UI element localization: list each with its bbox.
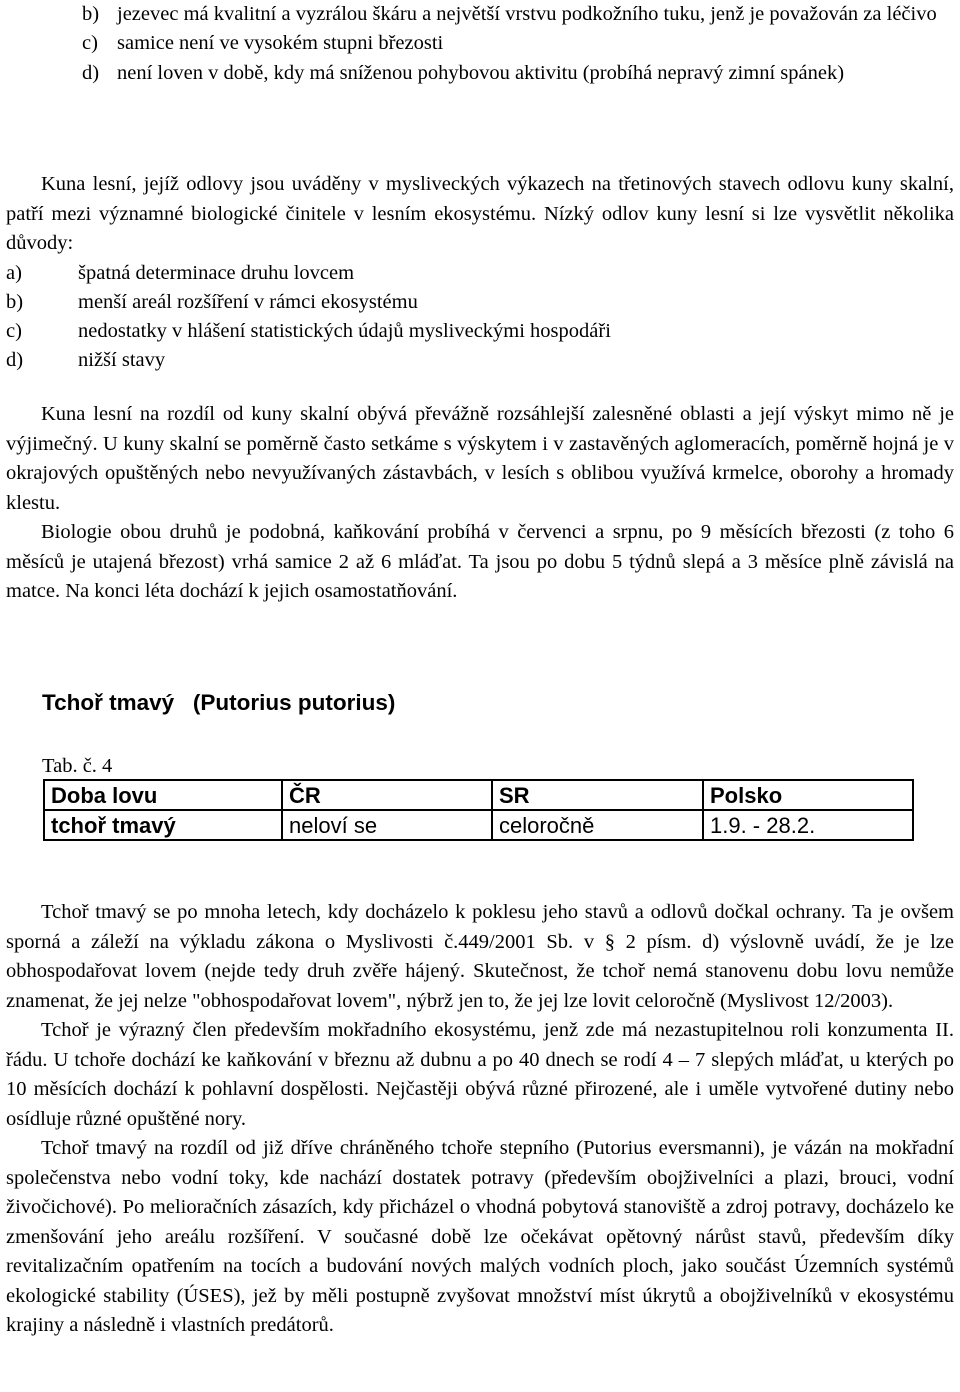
paragraph-text: Kuna lesní, jejíž odlovy jsou uváděny v mysliveckých výkazech na třetinových stavech odlovu kuny skalní, patří mezi významné biologické činitele v lesním ekosystému. Nízký odlov kuny lesní si lze vysvětlit několika důvody: — [6, 173, 954, 254]
table-header-cell: Polsko — [703, 780, 913, 810]
table-caption: Tab. č. 4 — [42, 755, 113, 777]
list-text: nižší stavy — [78, 349, 166, 372]
list-item — [6, 288, 954, 317]
table-cell: celoročně — [492, 810, 703, 840]
table-header-row — [44, 780, 913, 810]
table-header-cell: Doba lovu — [44, 780, 282, 810]
list-item — [6, 346, 954, 375]
list-item — [6, 259, 954, 288]
paragraph-kuna-habitat — [6, 400, 954, 518]
list-item — [6, 317, 954, 346]
kuna-habitat-section — [6, 400, 954, 607]
list-text: jezevec má kvalitní a vyzrálou škáru a největší vrstvu podkožního tuku, jenž je považován za léčivo — [117, 3, 937, 25]
list-text: není loven v době, kdy má sníženou pohybovou aktivitu (probíhá nepravý zimní spánek) — [117, 61, 845, 84]
section-heading: Tchoř tmavý (Putorius putorius) — [42, 690, 396, 715]
top-list — [6, 0, 954, 88]
table-cell: neloví se — [282, 810, 492, 840]
list-text: špatná determinace druhu lovcem — [78, 261, 355, 284]
list-marker: c) — [82, 32, 98, 55]
paragraph-kuna-biology — [6, 518, 954, 607]
list-item — [6, 0, 954, 29]
list-marker: d) — [6, 349, 24, 372]
list-marker: b) — [82, 3, 100, 25]
paragraph-kuna-intro — [6, 170, 954, 259]
list-item — [6, 59, 954, 88]
paragraph-text: Tchoř je výrazný člen především mokřadního ekosystému, jenž zde má nezastupitelnou roli konzumenta II. řádu. U tchoře dochází ke kaňkování v březnu až dubnu a po 40 dnech se rodí 4 – 7 slepých mláďat, u kterých po 10 měsících dochází k pohlavní dospělosti. Nejčastěji obývá různé přirozené, ale i uměle vytvořené dutiny nebo osídluje různé opuštěné nory. — [6, 1019, 954, 1130]
table-cell: 1.9. - 28.2. — [703, 810, 913, 840]
kuna-section — [6, 170, 954, 376]
list-text: menší areál rozšíření v rámci ekosystému — [78, 290, 418, 313]
reasons-list — [6, 259, 954, 376]
list-item — [6, 29, 954, 58]
list-text: samice není ve vysokém stupni březosti — [117, 32, 444, 55]
table-header-cell: ČR — [282, 780, 492, 810]
paragraph-text: Tchoř tmavý se po mnoha letech, kdy docházelo k poklesu jeho stavů a odlovů dočkal ochrany. Ta je ovšem sporná a záleží na výkladu zákona o Myslivosti č.449/2001 Sb. v § 2 písm. d) výslovně uvádí, že je lze obhospodařovat lovem (nejde tedy druh zvěře hájený. Skutečnost, že tchoř nemá stanovenu dobu lovu nemůže znamenat, že jej nelze "obhospodařovat lovem", nýbrž jen to, že jej lze lovit celoročně (Myslivost 12/2003). — [6, 901, 954, 1012]
paragraph-tchor-2 — [6, 1016, 954, 1134]
paragraph-tchor-3 — [6, 1134, 954, 1341]
hunting-season-table — [43, 779, 914, 841]
list-marker: a) — [6, 261, 22, 284]
tchor-section — [6, 898, 954, 1341]
table-cell: tchoř tmavý — [44, 810, 282, 840]
table-header-cell: SR — [492, 780, 703, 810]
list-marker: c) — [6, 320, 22, 343]
paragraph-text: Tchoř tmavý na rozdíl od již dříve chráněného tchoře stepního (Putorius eversmanni), je vázán na mokřadní společenstva nebo vodní toky, kde nachází dostatek potravy (především obojživelníci a plazi, brouci, vodní živočichové). Po melioračních zásazích, kdy přicházel o vhodná pobytová stanoviště a zdroj potravy, docházelo ke zmenšování jeho areálu rozšíření. V současné době lze očekávat opětovný nárůst stavů, především díky revitalizačním opatřením na tocích a budování nových malých vodních ploch, jako součást Územních systémů ekologické stability (ÚSES), jež by měli postupně zvyšovat množství míst úkrytů a obojživelníků v ekosystému krajiny a následně i vlastních predátorů. — [6, 1137, 954, 1336]
paragraph-tchor-1 — [6, 898, 954, 1016]
list-marker: b) — [6, 290, 24, 313]
list-text: nedostatky v hlášení statistických údajů mysliveckými hospodáři — [78, 320, 611, 343]
paragraph-text: Biologie obou druhů je podobná, kaňkování probíhá v červenci a srpnu, po 9 měsících březosti (z toho 6 měsíců je utajená březost) vrhá samice 2 až 6 mláďat. Ta jsou po dobu 5 týdnů slepá a 3 měsíce plně závislá na matce. Na konci léta dochází k jejich osamostatňování. — [6, 521, 954, 602]
list-marker: d) — [82, 61, 100, 84]
paragraph-text: Kuna lesní na rozdíl od kuny skalní obývá převážně rozsáhlejší zalesněné oblasti a její výskyt mimo ně je výjimečný. U kuny skalní se poměrně často setkáme s výskytem i v zastavěných aglomeracích, poměrně hojná je v okrajových opuštěných nebo nevyužívaných zástavbách, v lesích s oblibou využívá krmelce, oborohy a hromady klestu. — [6, 403, 954, 514]
table-row — [44, 810, 913, 840]
